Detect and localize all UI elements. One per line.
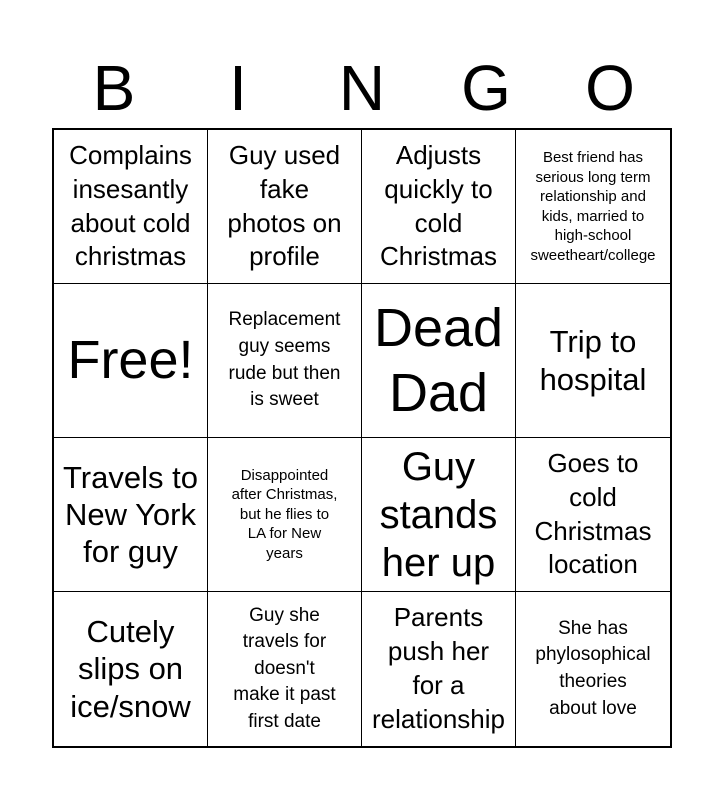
- bingo-cell-r3-c3[interactable]: [362, 438, 516, 592]
- bingo-cell-r4-c2[interactable]: [208, 592, 362, 746]
- bingo-cell-text: Adjusts quickly to cold Christmas: [379, 139, 497, 272]
- bingo-cell-text: Guy used fake photos on profile: [227, 139, 342, 272]
- bingo-cell-text: Cutely slips on ice/snow: [70, 614, 191, 724]
- bingo-cell-text: Guy she travels for doesn't make it past first date: [233, 604, 336, 732]
- bingo-cell-r3-c2[interactable]: [208, 438, 362, 592]
- bingo-cell-text: She has phylosophical theories about love: [535, 617, 651, 719]
- bingo-cell-r2-c3[interactable]: [362, 284, 516, 438]
- bingo-cell-r3-c4[interactable]: [516, 438, 670, 592]
- bingo-cell-text: Goes to cold Christmas location: [534, 447, 652, 580]
- header-letter-o: O: [585, 52, 635, 124]
- bingo-cell-r3-c1[interactable]: [54, 438, 208, 592]
- bingo-cell-text: Trip to hospital: [539, 324, 647, 397]
- bingo-cell-text: Free!: [67, 330, 194, 391]
- bingo-board: [52, 128, 672, 748]
- bingo-cell-text: Dead Dad: [373, 297, 504, 423]
- bingo-cell-text: Guy stands her up: [379, 444, 498, 585]
- header-letter-g: G: [461, 52, 511, 124]
- bingo-cell-r2-c4[interactable]: [516, 284, 670, 438]
- bingo-cell-text: Best friend has serious long term relationship and kids, married to high-school sweetheart/college: [530, 149, 656, 264]
- bingo-header: [52, 50, 672, 126]
- bingo-cell-r2-c1[interactable]: [54, 284, 208, 438]
- bingo-cell-r4-c3[interactable]: [362, 592, 516, 746]
- header-letter-i: I: [229, 52, 247, 124]
- bingo-cell-r4-c1[interactable]: [54, 592, 208, 746]
- bingo-cell-r1-c3[interactable]: [362, 130, 516, 284]
- bingo-cell-r1-c4[interactable]: [516, 130, 670, 284]
- bingo-cell-r1-c2[interactable]: [208, 130, 362, 284]
- header-letter-b: B: [92, 52, 136, 124]
- bingo-cell-text: Parents push her for a relationship: [372, 602, 505, 734]
- bingo-cell-text: Replacement guy seems rude but then is sweet: [228, 309, 341, 411]
- bingo-cell-text: Disappointed after Christmas, but he flies to LA for New years: [231, 466, 338, 562]
- bingo-cell-r2-c2[interactable]: [208, 284, 362, 438]
- bingo-cell-text: Travels to New York for guy: [63, 459, 198, 570]
- bingo-cell-text: Complains insesantly about cold christmas: [69, 139, 192, 272]
- bingo-cell-r1-c1[interactable]: [54, 130, 208, 284]
- header-letter-n: N: [338, 52, 386, 124]
- bingo-cell-r4-c4[interactable]: [516, 592, 670, 746]
